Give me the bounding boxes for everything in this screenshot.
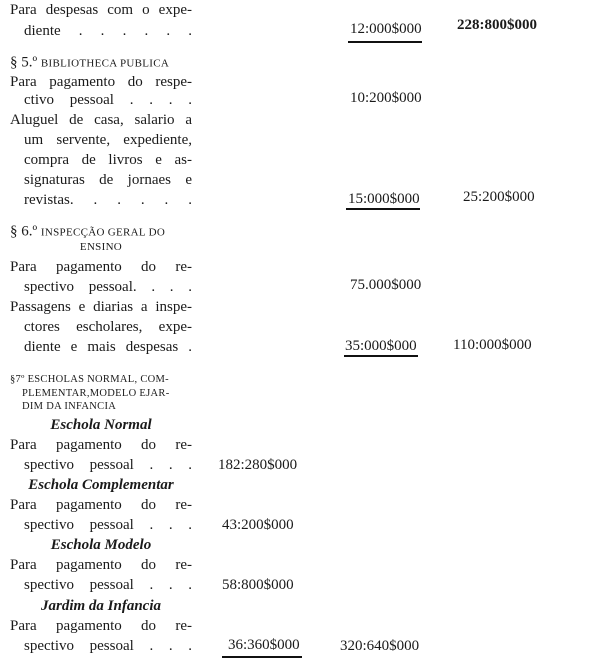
item-line: Para pagamento do re- <box>10 497 192 513</box>
item-line: spectivo pessoal . . . <box>24 457 192 473</box>
item-line: Para pagamento do respe- <box>10 74 192 90</box>
school-amount: 43:200$000 <box>222 517 294 533</box>
item-line: Aluguel de casa, salario a <box>10 112 192 128</box>
section7-total: 320:640$000 <box>340 638 420 654</box>
subtotal-rule <box>222 656 302 658</box>
item-amount: 10:200$000 <box>350 90 422 106</box>
subtotal-rule <box>346 208 420 210</box>
expediente-line: diente . . . . . . <box>24 23 192 39</box>
section-title: INSPECÇÃO GERAL DO <box>40 226 166 239</box>
item-amount: 35:000$000 <box>345 338 417 354</box>
school-name: Eschola Normal <box>50 417 152 433</box>
item-line: Para pagamento do re- <box>10 618 192 634</box>
section-title: BIBLIOTHECA PUBLICA <box>40 57 170 70</box>
item-line: spectivo pessoal. . . . <box>24 279 192 295</box>
item-line: Para pagamento do re- <box>10 259 192 275</box>
item-line: diente e mais despesas . <box>24 339 192 355</box>
item-line: spectivo pessoal . . . <box>24 577 192 593</box>
school-name: Jardim da Infancia <box>40 598 161 614</box>
expediente-total: 228:800$000 <box>457 17 537 33</box>
school-name: Eschola Modelo <box>50 537 152 553</box>
item-line: ctivo pessoal . . . . <box>24 92 192 108</box>
item-line: spectivo pessoal . . . <box>24 517 192 533</box>
item-amount: 75.000$000 <box>350 277 422 293</box>
school-amount: 58:800$000 <box>222 577 294 593</box>
subtotal-rule <box>344 355 418 357</box>
section7-heading: PLEMENTAR,MODELO EJAR- <box>22 388 170 399</box>
section5-total: 25:200$000 <box>463 189 535 205</box>
section7-heading: §7º ESCHOLAS NORMAL, COM- <box>10 374 169 385</box>
item-line: spectivo pessoal . . . <box>24 638 192 654</box>
section-number: § 5.º <box>10 54 38 71</box>
item-line: revistas. . . . . . <box>24 192 192 208</box>
subtotal-rule <box>348 41 422 43</box>
section6-total: 110:000$000 <box>453 337 532 353</box>
item-line: signaturas de jornaes e <box>24 172 192 188</box>
item-line: Para pagamento do re- <box>10 437 192 453</box>
item-amount: 15:000$000 <box>348 191 420 207</box>
item-line: um servente, expediente, <box>24 132 192 148</box>
item-line: Para pagamento do re- <box>10 557 192 573</box>
school-amount: 182:280$000 <box>218 457 298 473</box>
item-line: compra de livros e as- <box>24 152 192 168</box>
school-amount: 36:360$000 <box>228 637 300 653</box>
section5-heading <box>10 54 192 73</box>
section-number: § 6.º <box>10 223 38 240</box>
expediente-amount: 12:000$000 <box>350 21 422 37</box>
item-line: ctores escholares, expe- <box>24 319 192 335</box>
section6-heading-cont: ENSINO <box>79 241 123 253</box>
school-name: Eschola Complementar <box>28 477 174 493</box>
item-line: Passagens e diarias a inspe- <box>10 299 192 315</box>
section7-heading: DIM DA INFANCIA <box>22 401 117 412</box>
expediente-line: Para despesas com o expe- <box>10 2 192 18</box>
